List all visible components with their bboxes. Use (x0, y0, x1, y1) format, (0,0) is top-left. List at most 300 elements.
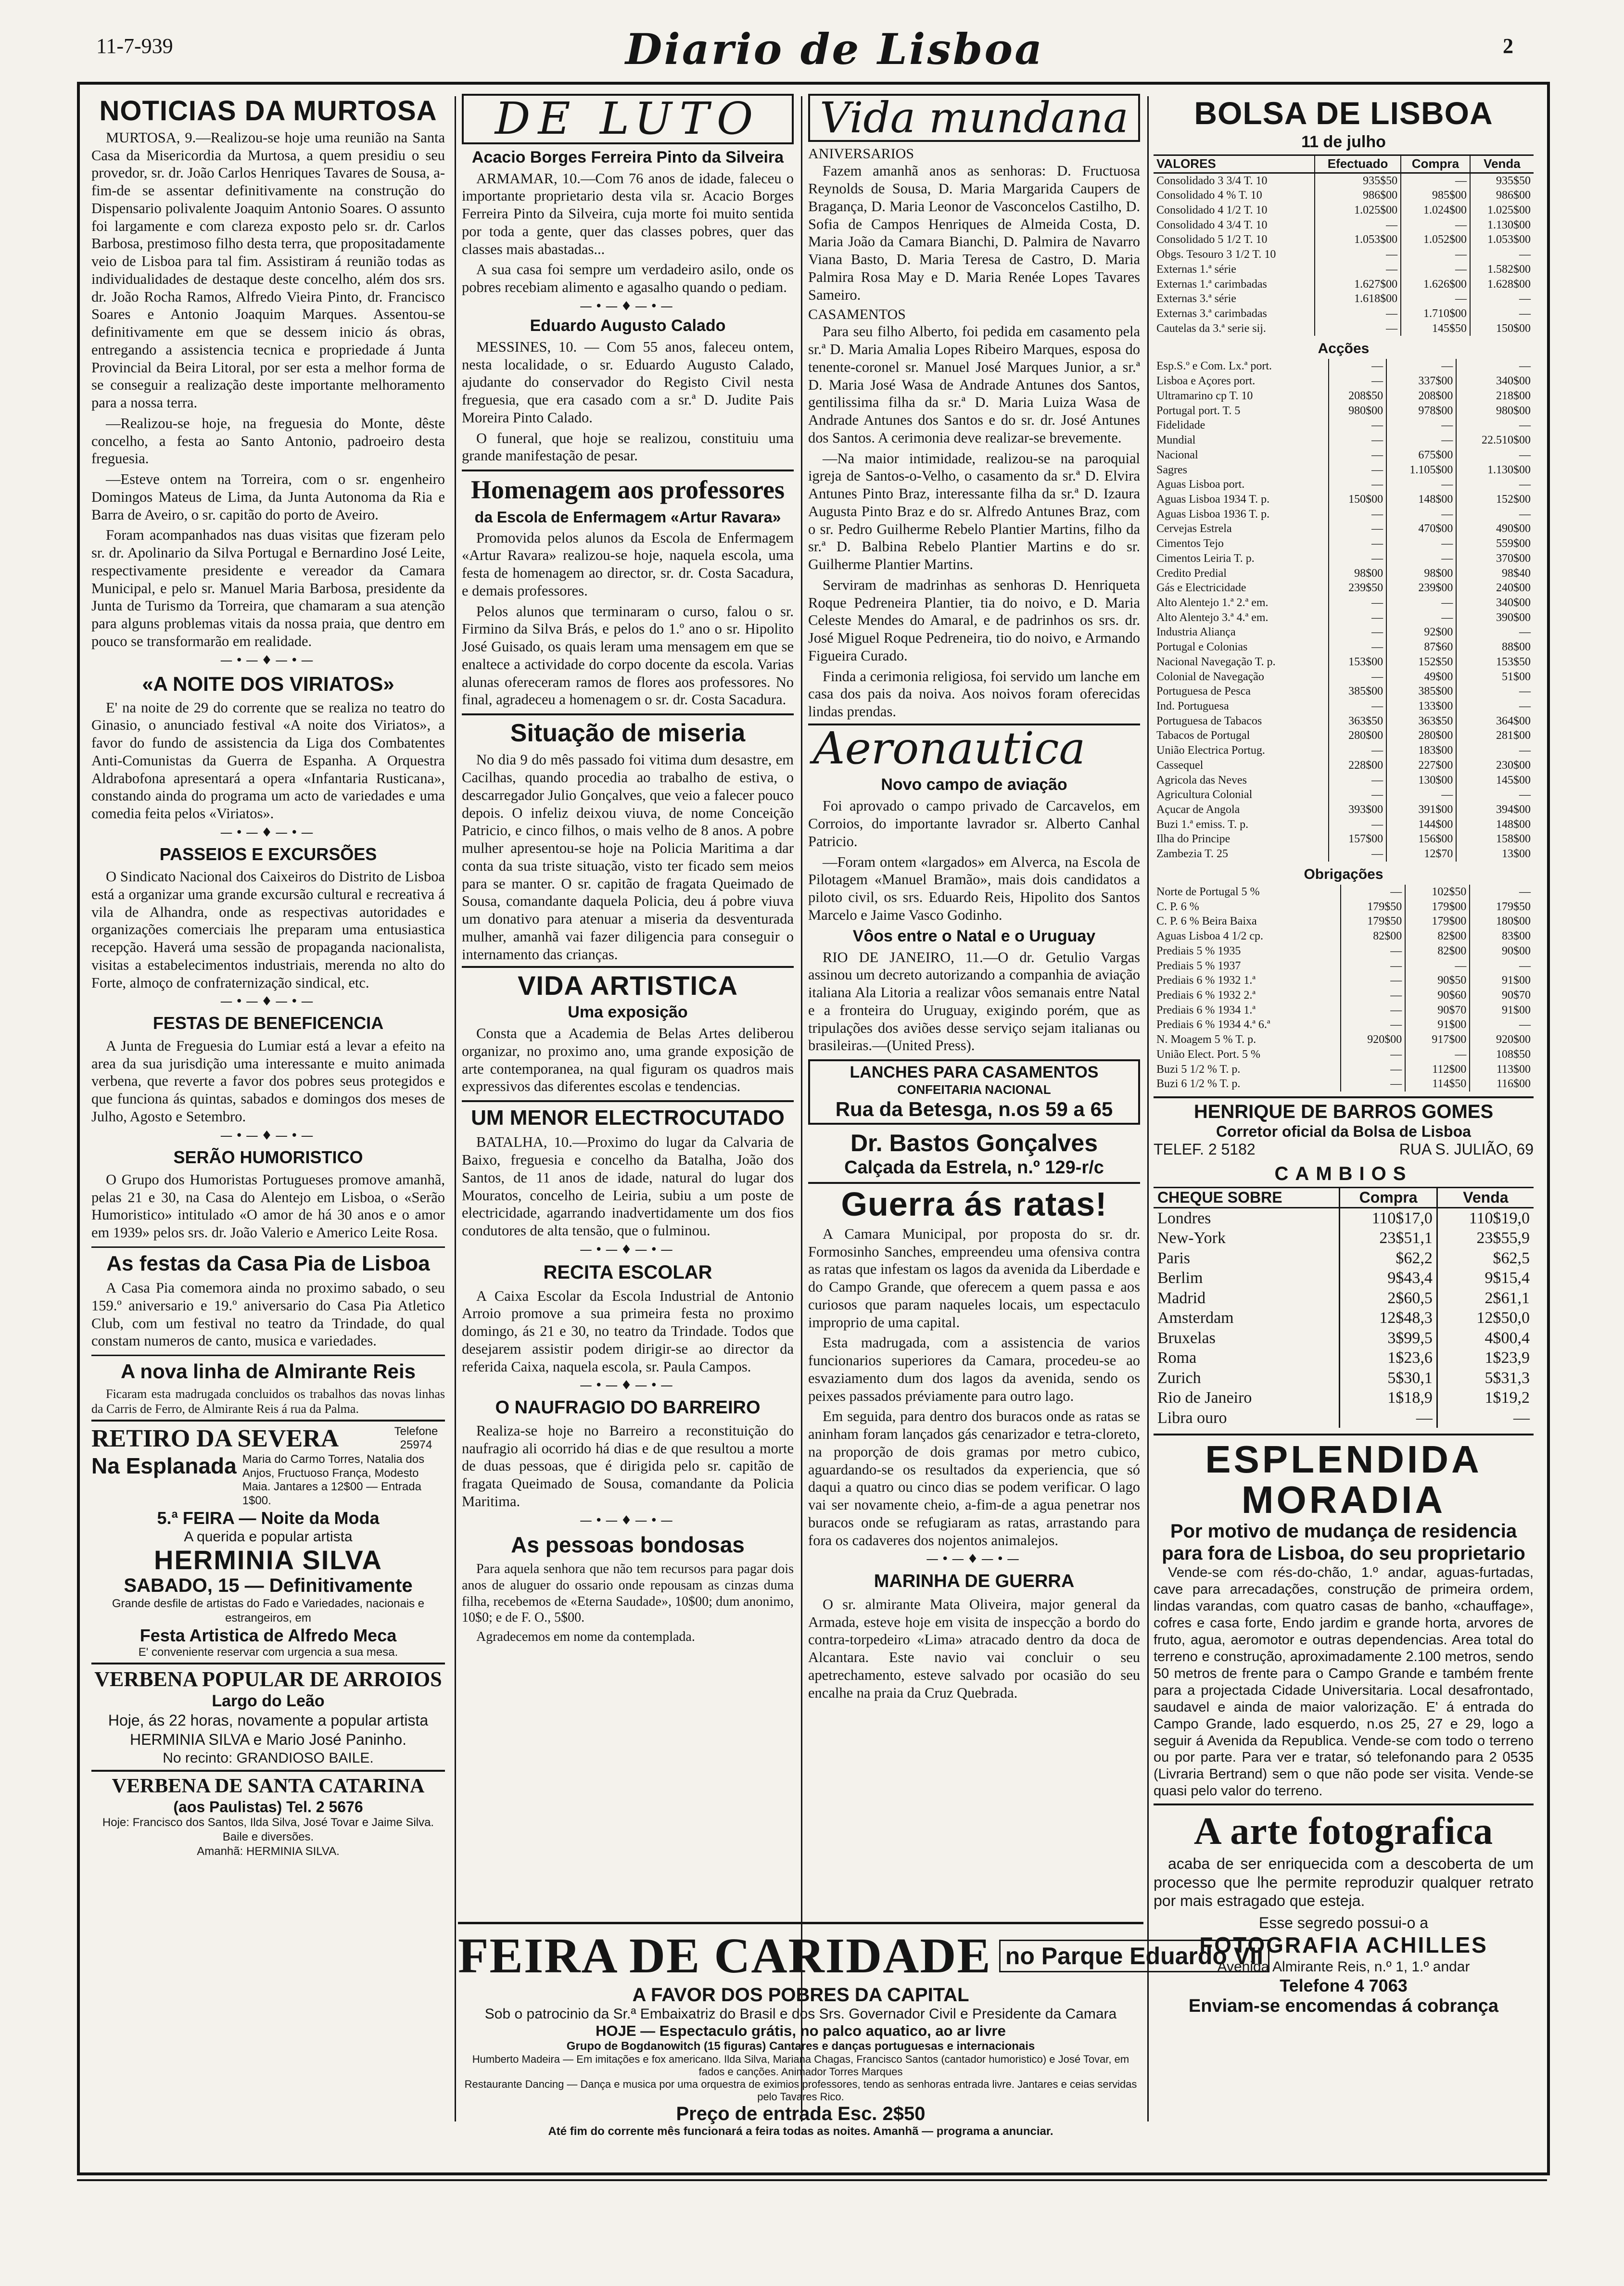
table-cell: — (1470, 885, 1534, 900)
table-cell: N. Moagem 5 % T. p. (1156, 1033, 1256, 1046)
table-cell: 23$51,1 (1340, 1228, 1437, 1248)
table-cell: 559$00 (1456, 536, 1534, 551)
table-cell: 92$00 (1386, 625, 1456, 640)
table-cell: Consolidado 4 3/4 T. 10 (1156, 218, 1268, 231)
table-cell: 385$00 (1329, 684, 1386, 699)
column-2 (462, 94, 794, 1917)
table-cell: — (1456, 448, 1534, 463)
table-cell: 12$70 (1386, 847, 1456, 862)
table-cell: — (1341, 1003, 1405, 1018)
table-cell: 12$50,0 (1437, 1308, 1534, 1328)
table-cell: — (1470, 292, 1534, 306)
table-cell: Açucar de Angola (1156, 803, 1240, 816)
article-paragraph: O Grupo dos Humoristas Portugueses promove amanhã, pelas 21 e 30, na Casa do Alentejo em Lisboa, o «Serão Humoristico» intitulado «O amor de há 30 anos e o amor em 1939» pelos srs. dr. João Valerio e Americo Leite Rosa. (91, 1171, 445, 1241)
table-cell: — (1315, 321, 1401, 336)
table-row (1154, 1032, 1534, 1047)
table-cell: 2$60,5 (1340, 1288, 1437, 1308)
masthead-date: 11-7-939 (96, 34, 173, 58)
table-cell: Aguas Lisboa 4 1/2 cp. (1156, 930, 1263, 943)
table-cell: 49$00 (1386, 670, 1456, 685)
table-cell: 281$00 (1456, 728, 1534, 743)
table-cell: Agricola das Neves (1156, 774, 1247, 787)
column-rule (1147, 96, 1149, 2121)
table-cell: Industria Aliança (1156, 626, 1236, 639)
feira-line: Sob o patrocinio da Sr.ª Embaixatriz do Brasil e dos Srs. Governador Civil e Presidente da Camara (484, 2006, 1117, 2022)
table-cell: 179$50 (1341, 900, 1405, 914)
table-cell: Externas 1.ª série (1156, 263, 1236, 276)
table-cell: Nacional Navegação T. p. (1156, 655, 1276, 668)
table-cell: 98$00 (1329, 566, 1386, 581)
article-title: As festas da Casa Pia de Lisboa (91, 1246, 445, 1275)
table-row (1154, 218, 1534, 233)
table-cell: — (1341, 1047, 1405, 1062)
table-cell: 490$00 (1456, 521, 1534, 536)
table-cell: 1.628$00 (1470, 277, 1534, 292)
table-row (1154, 988, 1534, 1003)
table-row (1154, 1047, 1534, 1062)
table-cell: 150$00 (1329, 492, 1386, 507)
table-cell: 985$00 (1401, 188, 1470, 203)
table-row (1154, 1328, 1534, 1348)
bastos-ad (808, 1130, 1140, 1178)
table-cell: — (1405, 1047, 1470, 1062)
article-paragraph: Agradecemos em nome da contemplada. (476, 1629, 695, 1645)
table-row (1154, 596, 1534, 610)
table-cell: 935$50 (1315, 173, 1401, 188)
table-cell: Prediais 6 % 1934 4.ª 6.ª (1156, 1018, 1270, 1031)
table-row (1154, 566, 1534, 581)
section-label: CASAMENTOS (808, 306, 906, 323)
table-cell: — (1329, 359, 1386, 374)
table-cell: 986$00 (1315, 188, 1401, 203)
lanches-ad (808, 1059, 1140, 1125)
feira-line: Restaurante Dancing — Dança e musica por uma orquestra de eximios professores, tendo as senhoras entrada livre. Jantares e ceias servidas pelo Tavares Rico. (464, 2078, 1137, 2103)
table-cell: — (1341, 1077, 1405, 1092)
table-row (1154, 1268, 1534, 1288)
ad-line: 5.ª FEIRA — Noite da Moda (157, 1508, 380, 1528)
table-row (1154, 914, 1534, 929)
table-cell: Amsterdam (1157, 1309, 1234, 1327)
article-title: NOTICIAS DA MURTOSA (99, 95, 437, 127)
table-cell: 148$00 (1386, 492, 1456, 507)
table-cell: 390$00 (1456, 610, 1534, 625)
article-title: FESTAS DE BENEFICENCIA (152, 1013, 384, 1033)
article-paragraph: ARMAMAR, 10.—Com 76 anos de idade, faleceu o importante proprietario desta vila sr. Acacio Borges Ferreira Pinto da Silveira, cuja morte foi muito sentida por toda a gente, quer das classes pobres, quer das classes mais abastadas... (462, 170, 794, 257)
table-cell: Consolidado 4 1/2 T. 10 (1156, 204, 1268, 216)
table-cell: 152$50 (1386, 655, 1456, 670)
table-row (1154, 847, 1534, 862)
table-cell: 239$50 (1329, 581, 1386, 596)
table-cell: — (1329, 551, 1386, 566)
table-row (1154, 1288, 1534, 1308)
table-cell: 108$50 (1470, 1047, 1534, 1062)
table-row (1154, 188, 1534, 203)
feira-price: Preço de entrada Esc. 2$50 (676, 2103, 926, 2124)
table-cell: — (1341, 885, 1405, 900)
table-row (1154, 448, 1534, 463)
table-row (1154, 684, 1534, 699)
table-row (1154, 670, 1534, 685)
table-cell: Madrid (1157, 1289, 1206, 1307)
table-cell: 179$50 (1341, 914, 1405, 929)
table-cell: — (1456, 507, 1534, 522)
table-cell: União Elect. Port. 5 % (1156, 1048, 1260, 1061)
table-cell: — (1341, 944, 1405, 959)
masthead-title: Diario de Lisboa (625, 24, 1044, 74)
article-paragraph: A sua casa foi sempre um verdadeiro asilo, onde os pobres recebiam alimento e agasalho quando o pediam. (462, 261, 794, 296)
table-cell: Consolidado 3 3/4 T. 10 (1156, 174, 1268, 187)
table-cell: 917$00 (1405, 1032, 1470, 1047)
table-row (1154, 773, 1534, 788)
table-cell: 280$00 (1386, 728, 1456, 743)
table-cell: — (1386, 787, 1456, 802)
article-title: Guerra ás ratas! (808, 1182, 1140, 1222)
table-cell: 1$23,6 (1340, 1348, 1437, 1368)
table-row (1154, 247, 1534, 262)
article-paragraph: Para aquela senhora que não tem recursos para pagar dois anos de aluguer do ossario onde repousam as cinzas duma filha, recebemos de «Eterna Saudade», 10$00; dum anonimo, 10$0; e de F. O., 5$00. (462, 1562, 794, 1626)
table-cell: 1.024$00 (1401, 203, 1470, 218)
table-cell: 150$00 (1470, 321, 1534, 336)
table-cell: Berlim (1157, 1269, 1203, 1287)
table-header-cell: Efectuado (1315, 155, 1401, 173)
table-row (1154, 885, 1534, 900)
table-header-cell: Venda (1437, 1187, 1534, 1207)
table-cell: — (1401, 262, 1470, 277)
table-cell: Buzi 5 1/2 % T. p. (1156, 1063, 1241, 1076)
ad-line: Grande desfile de artistas do Fado e Variedades, nacionais e estrangeiros, em (112, 1597, 425, 1625)
table-cell: — (1456, 625, 1534, 640)
article-title: O NAUFRAGIO DO BARREIRO (495, 1397, 761, 1418)
feira-line: Humberto Madeira — Em imitações e fox americano. Ilda Silva, Mariana Chagas, Francisco Santos (cantador humoristico) e José Tovar, em fados e canções. Animador Torres Marques (472, 2053, 1129, 2078)
table-cell: — (1470, 1017, 1534, 1032)
table-cell: Aguas Lisboa 1934 T. p. (1156, 493, 1270, 506)
table-cell: — (1341, 1017, 1405, 1032)
table-cell: Prediais 5 % 1935 (1156, 944, 1241, 957)
article-paragraph: Consta que a Academia de Belas Artes deliberou organizar, no proximo ano, uma grande exposição de arte contemporanea, na qual figuram os quadros mais expressivos das diferentes escolas e tendencias. (462, 1025, 794, 1095)
table-cell: 90$70 (1470, 988, 1534, 1003)
table-cell: 1.105$00 (1386, 463, 1456, 478)
table-cell: 1.053$00 (1470, 232, 1534, 247)
table-row (1154, 536, 1534, 551)
table-cell: Prediais 6 % 1932 2.ª (1156, 989, 1256, 1002)
table-cell: 90$70 (1405, 1003, 1470, 1018)
table-cell: Aguas Lisboa 1936 T. p. (1156, 508, 1270, 521)
table-cell: 13$00 (1456, 847, 1534, 862)
table-cell: 370$00 (1456, 551, 1534, 566)
ad-line: Corretor oficial da Bolsa de Lisboa (1216, 1122, 1471, 1140)
table-row (1154, 389, 1534, 404)
table-cell: Externas 3.ª série (1156, 292, 1236, 305)
article-paragraph: Realiza-se hoje no Barreiro a reconstituição do naufragio ali ocorrido há dias e de que resultou a morte de duas pessoas, que é dirigida pelo sr. capitão de fragata Queimado de Sousa, comandante da Policia Maritima. (462, 1422, 794, 1510)
table-cell: — (1329, 418, 1386, 433)
table-cell: 116$00 (1470, 1077, 1534, 1092)
ad-line: Telefone 4 7063 (1280, 1976, 1408, 1996)
feira-line: A FAVOR DOS POBRES DA CAPITAL (632, 1984, 969, 2006)
table-row (1154, 359, 1534, 374)
table-cell: 218$00 (1456, 389, 1534, 404)
article-paragraph: Fazem amanhã anos as senhoras: D. Fructuosa Reynolds de Sousa, D. Maria Margarida Caupers de Bragança, D. Maria Leonor de Vasconcelos Castilho, D. Sofia de Campos Henriques de Almeida Costa, D. Maria João da Camara Bianchi, D. Palmira de Navarro Viana Basto, D. Maria Teresa de Castro, D. Maria Palmira Rosa May e D. Maria Renée Lopes Tavares Sameiro. (808, 163, 1140, 303)
table-cell: 144$00 (1386, 817, 1456, 832)
table-cell: 385$00 (1386, 684, 1456, 699)
article-paragraph: MESSINES, 10. — Com 55 anos, faleceu ontem, nesta localidade, o sr. Eduardo Augusto Calado, ajudante do conservador do Registo Civil nesta freguesia, que era casado com a sr.ª D. Judite Pais Moreira Pinto Calado. (462, 338, 794, 426)
table-row (1154, 1228, 1534, 1248)
table-cell: 1.025$00 (1315, 203, 1401, 218)
table-row (1154, 1017, 1534, 1032)
table-cell: 82$00 (1405, 944, 1470, 959)
page-number: 2 (1503, 34, 1513, 58)
table-cell: Cervejas Estrela (1156, 522, 1232, 535)
table-row (1154, 610, 1534, 625)
verbena-arroios-ad (91, 1663, 445, 1767)
article-paragraph: —Esteve ontem na Torreira, com o sr. engenheiro Domingos Mateus de Lima, da Junta Autonoma da Ria e Barra de Aveiro, o sr. capitão do porto de Aveiro. (91, 471, 445, 523)
verbena-catarina-ad (91, 1770, 445, 1859)
ad-line: E' conveniente reservar com urgencia a sua mesa. (138, 1646, 398, 1659)
table-cell: 110$19,0 (1437, 1208, 1534, 1229)
table-cell: — (1456, 418, 1534, 433)
table-cell: — (1386, 359, 1456, 374)
table-cell: — (1386, 551, 1456, 566)
ad-address: RUA S. JULIÃO, 69 (1399, 1140, 1534, 1158)
article-paragraph: Em seguida, para dentro dos buracos onde as ratas se aninham foram lançados gás cenarizador e tetra-cloreto, na proporção de dois gramas por metro cubico, aguardando-se os resultados da experiencia, que só daqui a quatro ou cinco dias se podem verificar. O lago vai ser novamente cheio, a-fim-de a agua penetrar nos buracos onde se refugiaram as ratas, arrastando para fora os cadaveres dos nojentos animalejos. (808, 1408, 1140, 1549)
table-cell: Aguas Lisboa port. (1156, 478, 1245, 491)
ad-artist-name: HERMINIA SILVA (154, 1544, 382, 1575)
ad-text: Amanhã: HERMINIA SILVA. (197, 1845, 340, 1858)
table-cell: 98$40 (1456, 566, 1534, 581)
table-cell: 1.025$00 (1470, 203, 1534, 218)
table-cell: 153$50 (1456, 655, 1534, 670)
table-cell: 9$15,4 (1437, 1268, 1534, 1288)
table-cell: C. P. 6 % Beira Baixa (1156, 915, 1257, 928)
article-title: A nova linha de Almirante Reis (91, 1355, 445, 1383)
table-cell: 83$00 (1470, 929, 1534, 944)
table-row (1154, 1408, 1534, 1428)
ad-line: Rua da Betesga, n.os 59 a 65 (835, 1097, 1113, 1120)
table-row (1154, 463, 1534, 478)
ad-subtitle: Na Esplanada (91, 1453, 237, 1478)
column-3 (808, 94, 1140, 1917)
ad-line: Avenida Almirante Reis, n.º 1, 1.º andar (1217, 1958, 1470, 1975)
table-cell: — (1340, 1408, 1437, 1428)
table-row (1154, 232, 1534, 247)
ad-phone: TELEF. 2 5182 (1154, 1140, 1256, 1158)
table-cell: Alto Alentejo 1.ª 2.ª em. (1156, 596, 1269, 609)
table-cell: 986$00 (1470, 188, 1534, 203)
article-paragraph: No dia 9 do mês passado foi vitima dum desastre, em Cacilhas, quando procedia ao trabalho de estiva, o descarregador Julio Gonçalves, que veio a falecer pouco depois. O infeliz deixou viuva, de nome Conceição Patricio, e cinco filhos, o mais velho de 8 anos. A pobre mulher apresentou-se hoje na Policia Maritima a dar conta da sua triste situação, visto ter ficado sem meios para se manter. O sr. capitão de fragata Queimado de Sousa, comandante daquela Policia, deu á pobre viuva um donativo para atenuar a miseria da desventurada mulher, amanhã vai fazer diligencia para conseguir o internamento das crianças. (462, 751, 794, 963)
table-cell: Agricultura Colonial (1156, 788, 1253, 801)
ad-line: Calçada da Estrela, n.º 129-r/c (844, 1157, 1104, 1178)
article-paragraph: Serviram de madrinhas as senhoras D. Henriqueta Roque Pedreneira Plantier, tia do noivo, e D. Maria Celeste Mendes do Amaral, e de padrinhos os srs. dr. José Miguel Roque Pedreneira, tio do noivo, e Armando Figueira Curado. (808, 576, 1140, 664)
table-row (1154, 492, 1534, 507)
article-paragraph: BATALHA, 10.—Proximo do lugar da Calvaria de Baixo, freguesia e concelho da Batalha, João dos Santos, de 11 anos de idade, natural do lugar dos Mouratos, concelho de Leiria, subiu a um poste de electricidade, agarrando inadvertidamente um dos fios condutores de alta tensão, que o fulminou. (462, 1134, 794, 1239)
table-cell: 91$00 (1470, 1003, 1534, 1018)
table-cell: 152$00 (1456, 492, 1534, 507)
table-row (1154, 1062, 1534, 1077)
moradia-ad (1154, 1434, 1534, 1800)
table-cell: Esp.S.º e Com. Lx.ª port. (1156, 360, 1272, 373)
table-cell: 88$00 (1456, 640, 1534, 655)
table-cell: — (1329, 477, 1386, 492)
table-cell: — (1386, 507, 1456, 522)
table-cell: — (1401, 218, 1470, 233)
table-cell: — (1386, 610, 1456, 625)
table-row (1154, 404, 1534, 419)
table-cell: 90$00 (1470, 944, 1534, 959)
ad-line: HENRIQUE DE BARROS GOMES (1193, 1101, 1494, 1122)
ornament-divider: —•—♦—•— (580, 1378, 676, 1393)
table-row (1154, 714, 1534, 729)
table-cell: 4$00,4 (1437, 1328, 1534, 1348)
table-cell: — (1341, 1062, 1405, 1077)
ad-text: acaba de ser enriquecida com a descoberta de um processo que lhe permite reproduzir qualquer retrato por mais estragado que esteja. (1154, 1855, 1534, 1910)
ornament-divider: —•—♦—•— (220, 994, 317, 1009)
table-cell: Cimentos Tejo (1156, 537, 1224, 550)
article-paragraph: A Caixa Escolar da Escola Industrial de Antonio Arroio promove a sua primeira festa no proximo domingo, ás 21 e 30, no teatro da Trindade. Todos que desejarem assistir podem dirigir-se ao director da referida Caixa, naquela escola, sr. Paula Campos. (462, 1287, 794, 1375)
table-cell: Buzi 6 1/2 % T. p. (1156, 1078, 1241, 1091)
article-paragraph: Esta madrugada, com a assistencia de varios funcionarios superiores da Camara, procedeu-se ao esvaziamento dum dos lagos da avenida, sendo os peixes passados préviamente para outro lago. (808, 1334, 1140, 1404)
column-rule (801, 96, 802, 2121)
table-cell: Tabacos de Portugal (1156, 729, 1250, 742)
ornament-divider: —•—♦—•— (220, 1128, 317, 1143)
table-cell: — (1315, 218, 1401, 233)
table-cell: C. P. 6 % (1156, 900, 1199, 913)
table-cell: — (1456, 743, 1534, 758)
table-row (1154, 1077, 1534, 1092)
article-paragraph: E' na noite de 29 do corrente que se realiza no teatro do Ginasio, o anunciado festival «A noite dos Viriatos», a favor do fundo de assistencia da Liga dos Combatentes Anti-Comunistas da Guerra de Espanha. A Orquestra Aldrabofona apresentará a opera «Infantaria Rusticana», constando ainda do programa um acto de variedades e uma comedia feita pelos «Viriatos». (91, 699, 445, 822)
column-1 (91, 94, 445, 2124)
table-cell: — (1405, 959, 1470, 974)
table-cell: 51$00 (1456, 670, 1534, 685)
table-cell: 114$50 (1405, 1077, 1470, 1092)
table-cell: — (1470, 306, 1534, 321)
table-section-title: Obrigações (1304, 866, 1383, 882)
table-cell: 1.130$00 (1470, 218, 1534, 233)
table-cell: Cimentos Leiria T. p. (1156, 552, 1255, 565)
table-cell: 1.710$00 (1401, 306, 1470, 321)
table-row (1154, 743, 1534, 758)
section-title-de-luto: DE LUTO (462, 94, 794, 144)
article-paragraph: Finda a cerimonia religiosa, foi servido um lanche em casa dos pais da noiva. Aos noivos foram oferecidas lindas prendas. (808, 668, 1140, 720)
table-cell: 130$00 (1386, 773, 1456, 788)
obrigacoes-table (1154, 885, 1534, 1092)
table-cell: Ind. Portuguesa (1156, 700, 1229, 712)
table-row (1154, 959, 1534, 974)
severa-ad (91, 1420, 445, 1660)
section-title-aeronautica: Aeronautica (808, 724, 1140, 772)
article-paragraph: O funeral, que hoje se realizou, constituiu uma grande manifestação de pesar. (462, 430, 794, 464)
table-cell: 1.052$00 (1401, 232, 1470, 247)
ad-line: MORADIA (1241, 1478, 1446, 1522)
table-cell: — (1329, 596, 1386, 610)
table-cell: — (1329, 507, 1386, 522)
footer-rule (77, 2179, 1547, 2181)
table-cell: — (1386, 596, 1456, 610)
table-row (1154, 433, 1534, 448)
table-cell: — (1456, 787, 1534, 802)
feira-place: no Parque Eduardo VII (999, 1940, 1269, 1972)
table-cell: Prediais 5 % 1937 (1156, 959, 1241, 972)
article-paragraph: —Realizou-se hoje, na freguesia do Monte, dêste concelho, a festa ao Santo Antonio, padroeiro desta freguesia. (91, 415, 445, 467)
table-cell: Consolidado 5 1/2 T. 10 (1156, 233, 1268, 246)
table-header-cell: CHEQUE SOBRE (1154, 1187, 1340, 1207)
table-cell: 9$43,4 (1340, 1268, 1437, 1288)
article-title: Situação de miseria (462, 713, 794, 747)
table-row (1154, 1388, 1534, 1408)
ad-text: Hoje, ás 22 horas, novamente a popular artista HERMINIA SILVA e Mario José Paninho. (108, 1711, 429, 1748)
table-cell: — (1315, 247, 1401, 262)
ad-line: Enviam-se encomendas á cobrança (1188, 1995, 1499, 2016)
cambios-title: CAMBIOS (1274, 1163, 1413, 1184)
table-cell: 675$00 (1386, 448, 1456, 463)
table-cell: Obgs. Tesouro 3 1/2 T. 10 (1156, 248, 1276, 261)
table-row (1154, 1308, 1534, 1328)
table-cell: 145$00 (1456, 773, 1534, 788)
table-cell: 980$00 (1456, 404, 1534, 419)
table-cell: Colonial de Navegação (1156, 670, 1264, 683)
article-title: PASSEIOS E EXCURSÕES (159, 844, 377, 864)
table-cell: 180$00 (1470, 914, 1534, 929)
table-cell: — (1386, 433, 1456, 448)
table-cell: Portugal e Colonias (1156, 641, 1248, 654)
article-paragraph: —Foram ontem «largados» em Alverca, na Escola de Pilotagem «Manuel Bramão», mais dois candidatos a piloto civil, os srs. Eduardo Reis, Hipolito dos Santos Marcelo e Jaime Vasco Godinho. (808, 853, 1140, 923)
table-header-cell: Compra (1401, 155, 1470, 173)
table-cell: 280$00 (1329, 728, 1386, 743)
table-cell: $62,5 (1437, 1248, 1534, 1268)
table-row (1154, 262, 1534, 277)
table-cell: — (1456, 684, 1534, 699)
table-cell: 208$00 (1386, 389, 1456, 404)
ad-line: Festa Artistica de Alfredo Meca (140, 1625, 397, 1645)
article-paragraph: Ficaram esta madrugada concluidos os trabalhos das novas linhas da Carris de Ferro, de Almirante Reis á rua da Palma. (91, 1387, 445, 1416)
table-cell: União Electrica Portug. (1156, 744, 1265, 757)
article-subtitle: Novo campo de aviação (881, 775, 1067, 794)
article-title: SERÃO HUMORISTICO (173, 1147, 363, 1167)
table-cell: 133$00 (1386, 699, 1456, 714)
table-cell: 363$50 (1329, 714, 1386, 729)
table-cell: Paris (1157, 1249, 1190, 1267)
table-cell: — (1329, 625, 1386, 640)
table-cell: 337$00 (1386, 374, 1456, 389)
ornament-divider: —•—♦—•— (580, 1513, 676, 1528)
table-cell: — (1329, 521, 1386, 536)
table-row (1154, 802, 1534, 817)
table-cell: Portuguesa de Tabacos (1156, 714, 1262, 727)
ad-line: FOTOGRAFIA ACHILLES (1199, 1932, 1488, 1957)
article-paragraph: —Na maior intimidade, realizou-se na paroquial igreja de Santos-o-Velho, o casamento da sr.ª D. Elvira Antunes Pinto Braz, interessante filha da sr.ª D. Izaura Augusta Pinto Braz e do sr. Alfredo Antunes Braz, com o sr. Pedro Guilherme Rebelo Plantier Martins, filho da sr.ª D. Balbina Rebelo Plantier Martins e do sr. Guilherme Plantier Martins. (808, 450, 1140, 573)
ad-title: VERBENA POPULAR DE ARROIOS (94, 1667, 442, 1691)
table-row (1154, 1003, 1534, 1018)
ad-line: ESPLENDIDA (1205, 1438, 1482, 1481)
acoes-table (1154, 359, 1534, 861)
table-cell: — (1329, 817, 1386, 832)
table-cell: 1.627$00 (1315, 277, 1401, 292)
table-cell: Londres (1157, 1209, 1211, 1227)
table-cell: 87$60 (1386, 640, 1456, 655)
table-cell: 393$00 (1329, 802, 1386, 817)
ad-title: A arte fotografica (1193, 1810, 1494, 1853)
table-row (1154, 900, 1534, 914)
table-row (1154, 944, 1534, 959)
table-cell: Ilha do Principe (1156, 833, 1231, 846)
article-title: As pessoas bondosas (511, 1532, 745, 1557)
bolsa-table (1154, 154, 1534, 336)
ad-line: Dr. Bastos Gonçalves (850, 1130, 1098, 1157)
feira-line: Até fim do corrente mês funcionará a feira todas as noites. Amanhã — programa a anunciar. (548, 2125, 1053, 2138)
table-row (1154, 321, 1534, 336)
table-cell: 5$30,1 (1340, 1368, 1437, 1388)
ad-subtitle: Por motivo de mudança de residencia para fora de Lisboa, do seu proprietario (1162, 1521, 1525, 1564)
column-rule (455, 96, 456, 2121)
ad-text: Hoje: Francisco dos Santos, Ilda Silva, José Tovar e Jaime Silva. Baile e diversões. (102, 1816, 434, 1844)
